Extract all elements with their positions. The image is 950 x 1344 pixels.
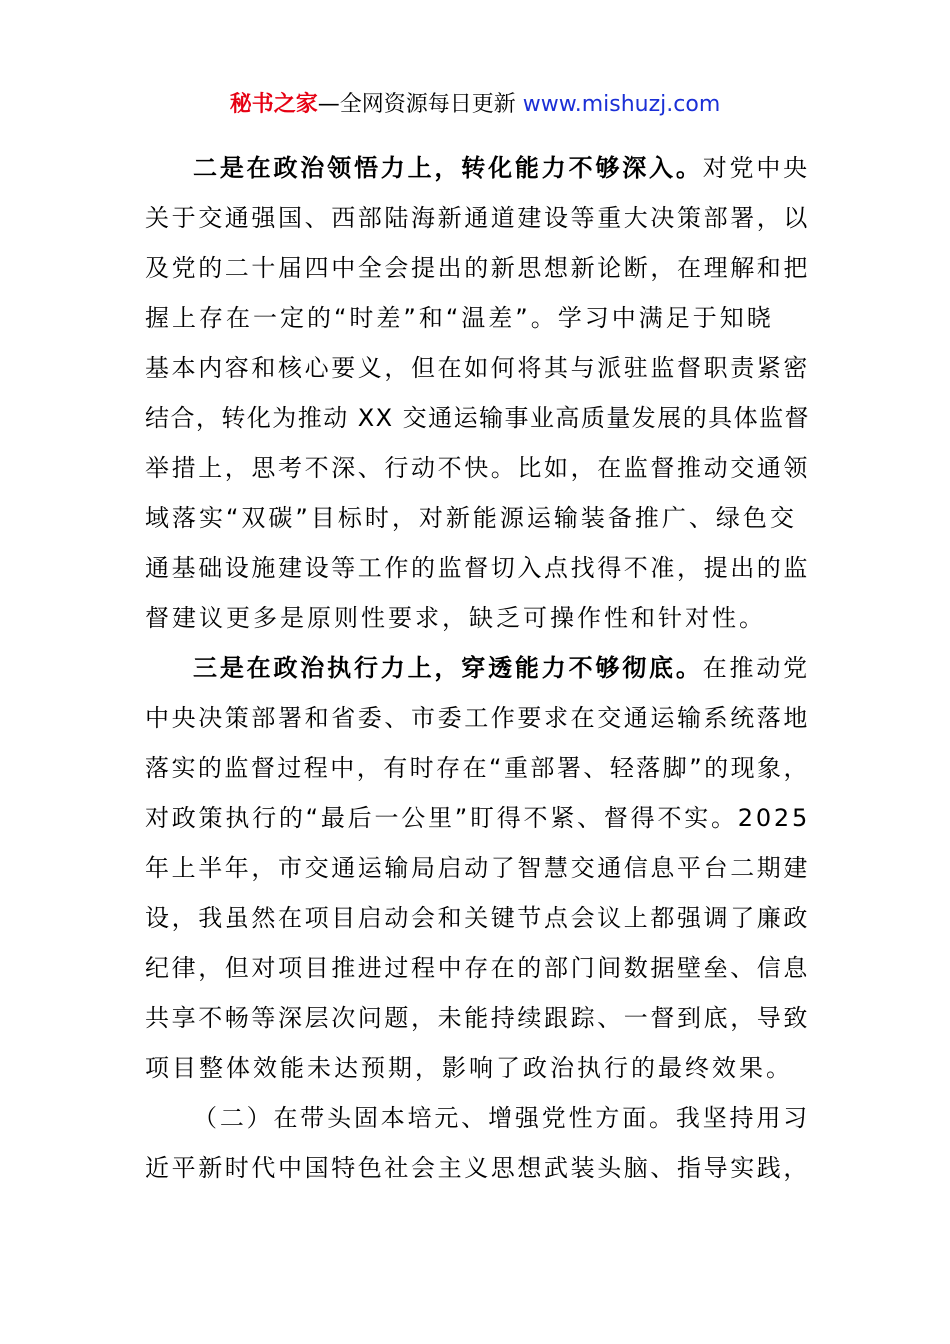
line-text: 对政策执行的“最后一公里”盯得不紧、督得不实。2025 <box>145 804 810 832</box>
text-line <box>145 943 810 993</box>
line-text: 关于交通强国、西部陆海新通道建设等重大决策部署，以 <box>145 204 810 232</box>
line-text: 近平新时代中国特色社会主义思想武装头脑、指导实践， <box>145 1154 810 1182</box>
line-text: 项目整体效能未达预期，影响了政治执行的最终效果。 <box>145 1054 793 1082</box>
line-text: 握上存在一定的“时差”和“温差”。学习中满足于知晓 <box>145 304 774 332</box>
line-text: 结合，转化为推动 XX 交通运输事业高质量发展的具体监督 <box>145 404 810 432</box>
line-text: 基本内容和核心要义，但在如何将其与派驻监督职责紧密 <box>145 354 810 382</box>
text-line <box>145 643 810 693</box>
bold-lead-phrase: 三是在政治执行力上，穿透能力不够彻底。 <box>193 654 703 682</box>
text-line <box>145 193 810 243</box>
site-brand: 秘书之家 <box>229 92 318 117</box>
bold-lead-phrase: 二是在政治领悟力上，转化能力不够深入。 <box>193 154 703 182</box>
watermark-header <box>0 90 950 120</box>
text-line <box>145 1043 810 1093</box>
text-line <box>145 743 810 793</box>
line-text: 共享不畅等深层次问题，未能持续跟踪、一督到底，导致 <box>145 1004 810 1032</box>
text-line <box>145 793 810 843</box>
text-line <box>145 443 810 493</box>
text-line <box>145 293 810 343</box>
text-line <box>145 693 810 743</box>
line-text: 在推动党 <box>702 654 811 682</box>
text-line <box>145 143 810 193</box>
line-text: （二）在带头固本培元、增强党性方面。我坚持用习 <box>193 1104 810 1132</box>
text-line <box>145 343 810 393</box>
line-text: 对党中央 <box>702 154 811 182</box>
line-text: 督建议更多是原则性要求，缺乏可操作性和针对性。 <box>145 604 766 632</box>
site-tagline: —全网资源每日更新 <box>317 92 523 117</box>
document-body <box>145 143 810 1193</box>
line-text: 通基础设施建设等工作的监督切入点找得不准，提出的监 <box>145 554 810 582</box>
line-text: 及党的二十届四中全会提出的新思想新论断，在理解和把 <box>145 254 810 282</box>
line-text: 举措上，思考不深、行动不快。比如，在监督推动交通领 <box>145 454 810 482</box>
text-line <box>145 243 810 293</box>
line-text: 年上半年，市交通运输局启动了智慧交通信息平台二期建 <box>145 854 810 882</box>
text-line <box>145 493 810 543</box>
line-text: 中央决策部署和省委、市委工作要求在交通运输系统落地 <box>145 704 810 732</box>
site-url-link[interactable]: www.mishuzj.com <box>522 92 721 117</box>
text-line <box>145 543 810 593</box>
text-line <box>145 593 810 643</box>
text-line <box>145 843 810 893</box>
text-line <box>145 393 810 443</box>
line-text: 设，我虽然在项目启动会和关键节点会议上都强调了廉政 <box>145 904 810 932</box>
line-text: 落实的监督过程中，有时存在“重部署、轻落脚”的现象， <box>145 754 810 782</box>
text-line <box>145 1093 810 1143</box>
text-line <box>145 1143 810 1193</box>
line-text: 纪律，但对项目推进过程中存在的部门间数据壁垒、信息 <box>145 954 810 982</box>
text-line <box>145 993 810 1043</box>
text-line <box>145 893 810 943</box>
line-text: 域落实“双碳”目标时，对新能源运输装备推广、绿色交 <box>145 504 797 532</box>
